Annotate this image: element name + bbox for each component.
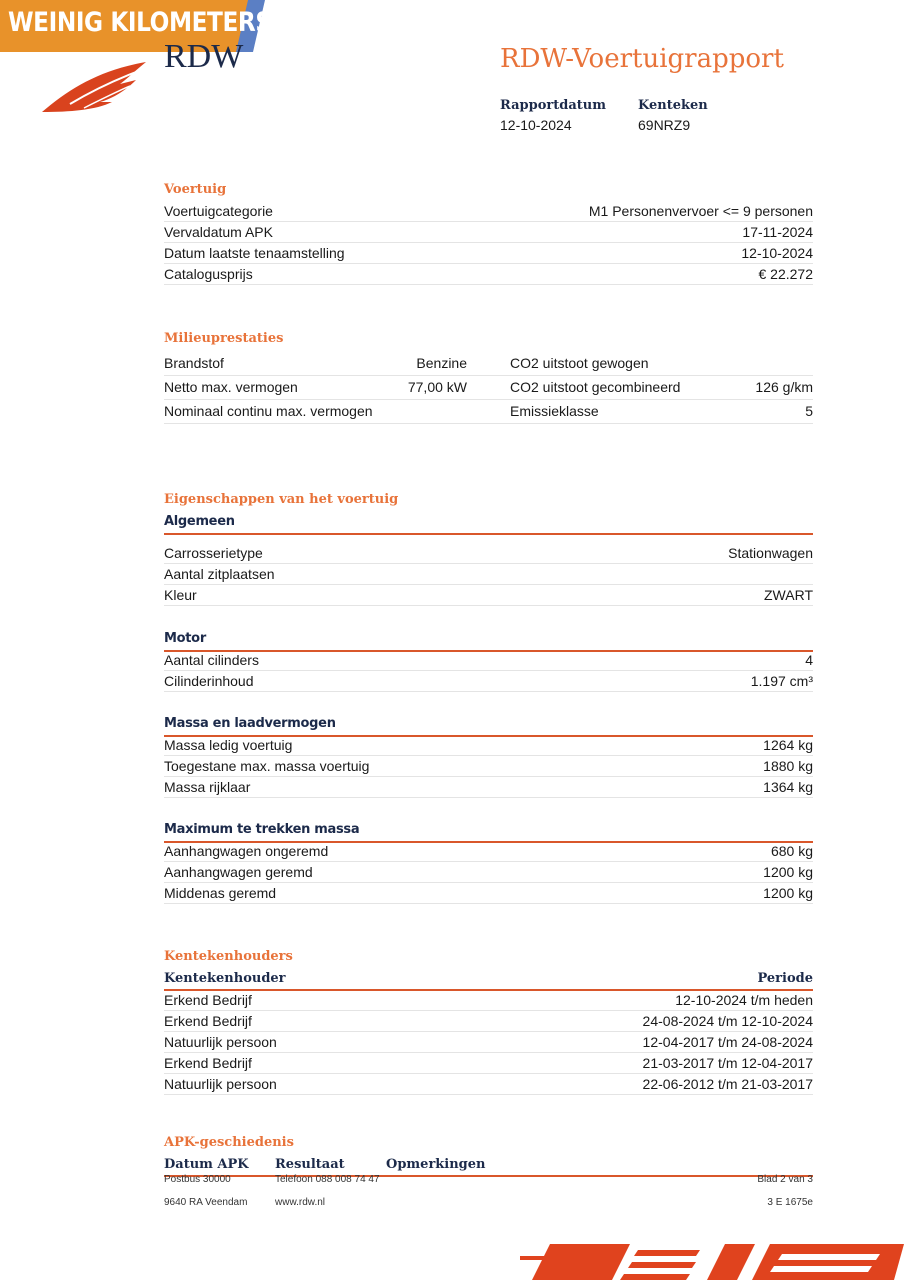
section-kentekenhouders-title: Kentekenhouders [164, 949, 293, 964]
column-header-periode: Periode [757, 971, 813, 986]
table-row [164, 264, 813, 285]
row-value: 1200 kg [763, 885, 813, 901]
row-label: Middenas geremd [164, 885, 277, 901]
table-row [164, 243, 813, 264]
report-date-label: Rapportdatum [500, 98, 606, 113]
rdw-stripes-decoration-icon [520, 1244, 904, 1280]
row-label: CO2 uitstoot gewogen [510, 355, 649, 371]
row-label: Erkend Bedrijf [164, 1055, 252, 1071]
table-row [164, 222, 813, 243]
row-label: Massa ledig voertuig [164, 737, 293, 753]
column-header-opmerkingen: Opmerkingen [386, 1157, 486, 1172]
table-row [164, 862, 813, 883]
column-header-datum-apk: Datum APK [164, 1157, 249, 1172]
report-date [500, 98, 606, 133]
spacer [467, 400, 510, 423]
row-value: 1264 kg [763, 737, 813, 753]
table-row [164, 543, 813, 564]
table-row [164, 756, 813, 777]
table-row [164, 1053, 813, 1074]
apk-header [164, 1157, 813, 1177]
row-label: Aantal zitplaatsen [164, 566, 275, 582]
subsection-algemeen-title: Algemeen [164, 514, 813, 535]
subsection-trekken-title: Maximum te trekken massa [164, 822, 813, 843]
row-value: 1364 kg [763, 779, 813, 795]
row-value: 680 kg [770, 843, 813, 859]
section-voertuig-title: Voertuig [164, 182, 227, 197]
milieu-table [164, 352, 813, 424]
row-label: Kleur [164, 587, 197, 603]
row-value: Benzine [416, 355, 467, 371]
section-apk-title: APK-geschiedenis [164, 1135, 294, 1150]
banner-text: WEINIG KILOMETERS [8, 7, 272, 38]
row-value: 77,00 kW [407, 379, 467, 395]
row-label: Netto max. vermogen [164, 379, 298, 395]
voertuig-table [164, 201, 813, 285]
row-value: 12-04-2017 t/m 24-08-2024 [642, 1034, 813, 1050]
row-label: Erkend Bedrijf [164, 992, 252, 1008]
spacer [467, 352, 510, 375]
row-label: Cilinderinhoud [164, 673, 254, 689]
row-value [396, 400, 467, 423]
row-value: 5 [805, 403, 813, 419]
row-value: 12-10-2024 t/m heden [675, 992, 813, 1008]
row-value: 1880 kg [763, 758, 813, 774]
report-title: RDW-Voertuigrapport [500, 44, 784, 74]
row-value [753, 352, 813, 375]
footer-phone: Telefoon 088 008 74 47 [275, 1174, 380, 1185]
subsection-massa-title: Massa en laadvermogen [164, 716, 813, 737]
row-label: Emissieklasse [510, 403, 599, 419]
table-row [164, 735, 813, 756]
table-row [164, 352, 813, 376]
row-label: Aanhangwagen ongeremd [164, 843, 329, 859]
row-label: Toegestane max. massa voertuig [164, 758, 370, 774]
row-label: Brandstof [164, 355, 224, 371]
row-value: 1.197 cm³ [750, 673, 813, 689]
row-label: Vervaldatum APK [164, 224, 273, 240]
row-value: M1 Personenvervoer <= 9 personen [588, 203, 813, 219]
table-row [164, 564, 813, 585]
row-label: Natuurlijk persoon [164, 1076, 277, 1092]
section-eigenschappen-title: Eigenschappen van het voertuig [164, 492, 399, 507]
table-row [164, 990, 813, 1011]
row-value: € 22.272 [758, 266, 813, 282]
column-header-resultaat: Resultaat [275, 1157, 345, 1172]
row-label: Aanhangwagen geremd [164, 864, 313, 880]
table-row [164, 585, 813, 606]
footer-address-2: 9640 RA Veendam [164, 1197, 248, 1208]
report-plate-value: 69NRZ9 [638, 117, 691, 133]
report-plate-label: Kenteken [638, 98, 708, 113]
row-value: 22-06-2012 t/m 21-03-2017 [642, 1076, 813, 1092]
row-label: Voertuigcategorie [164, 203, 273, 219]
rdw-feather-icon [40, 58, 150, 114]
table-row [164, 671, 813, 692]
kentekenhouders-table [164, 990, 813, 1095]
table-row [164, 650, 813, 671]
table-row [164, 376, 813, 400]
trekken-table [164, 841, 813, 904]
table-row [164, 1074, 813, 1095]
row-label: Aantal cilinders [164, 652, 259, 668]
row-label: Erkend Bedrijf [164, 1013, 252, 1029]
footer-page: Blad 2 van 3 [757, 1174, 813, 1185]
table-row [164, 400, 813, 424]
row-label: Nominaal continu max. vermogen [164, 403, 373, 419]
row-label: Carrosserietype [164, 545, 263, 561]
subsection-motor-title: Motor [164, 631, 813, 652]
kentekenhouders-header [164, 971, 813, 991]
row-value: 4 [805, 652, 813, 668]
row-value: 126 g/km [755, 379, 813, 395]
report-date-value: 12-10-2024 [500, 117, 572, 133]
table-row [164, 201, 813, 222]
row-value: 21-03-2017 t/m 12-04-2017 [642, 1055, 813, 1071]
row-value: 24-08-2024 t/m 12-10-2024 [642, 1013, 813, 1029]
massa-table [164, 735, 813, 798]
row-label: Natuurlijk persoon [164, 1034, 277, 1050]
table-row [164, 777, 813, 798]
row-value: ZWART [764, 587, 813, 603]
table-row [164, 1032, 813, 1053]
row-label: Massa rijklaar [164, 779, 251, 795]
section-milieu-title: Milieuprestaties [164, 331, 284, 346]
footer-web: www.rdw.nl [275, 1197, 326, 1208]
spacer [467, 376, 510, 399]
row-label: Catalogusprijs [164, 266, 253, 282]
row-value: 12-10-2024 [741, 245, 813, 261]
column-header-kentekenhouder: Kentekenhouder [164, 971, 286, 986]
motor-table [164, 650, 813, 692]
row-value: 1200 kg [763, 864, 813, 880]
row-label: CO2 uitstoot gecombineerd [510, 379, 681, 395]
row-value: Stationwagen [728, 545, 813, 561]
table-row [164, 841, 813, 862]
footer-code: 3 E 1675e [767, 1197, 813, 1208]
rdw-logo-text: RDW [164, 38, 244, 75]
footer-address-1: Postbus 30000 [164, 1174, 231, 1185]
report-plate [638, 98, 708, 133]
algemeen-table [164, 543, 813, 606]
table-row [164, 883, 813, 904]
table-row [164, 1011, 813, 1032]
row-label: Datum laatste tenaamstelling [164, 245, 345, 261]
row-value: 17-11-2024 [742, 224, 813, 240]
